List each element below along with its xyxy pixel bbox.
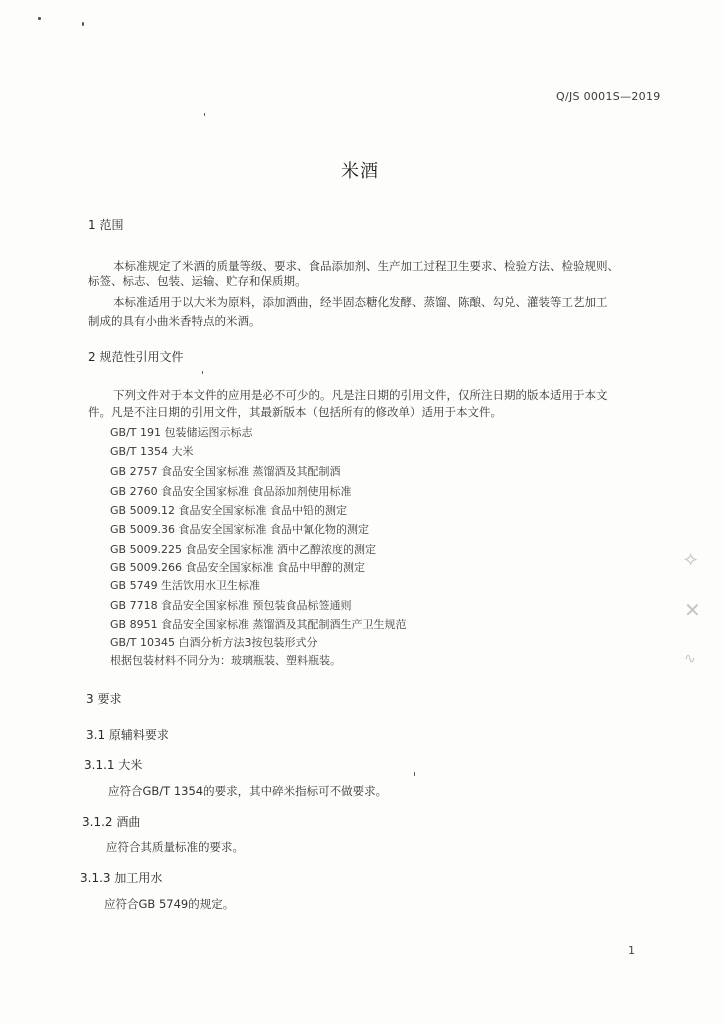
document-title: 米酒 (341, 161, 379, 182)
reference-item: GB/T 191 包装储运图示标志 (110, 426, 253, 439)
subsection-heading-raw-materials: 3.1 原辅料要求 (86, 728, 169, 742)
reference-item: GB 8951 食品安全国家标准 蒸馏酒及其配制酒生产卫生规范 (110, 618, 407, 631)
scope-line: 标签、标志、包装、运输、贮存和保质期。 (88, 274, 307, 288)
reference-item: GB 5009.225 食品安全国家标准 酒中乙醇浓度的测定 (110, 543, 377, 556)
reference-item: GB 2757 食品安全国家标准 蒸馏酒及其配制酒 (110, 465, 341, 478)
page-number: 1 (628, 944, 635, 957)
scan-speck (38, 17, 41, 20)
rice-requirement-text: 应符合GB/T 1354的要求，其中碎米指标可不做要求。 (108, 784, 388, 798)
reference-item: GB/T 10345 白酒分析方法3按包装形式分 (110, 636, 318, 649)
reference-item: GB 5009.12 食品安全国家标准 食品中铅的测定 (110, 504, 348, 517)
reference-item: GB 5749 生活饮用水卫生标准 (110, 579, 261, 592)
reference-item: GB 2760 食品安全国家标准 食品添加剂使用标准 (110, 485, 352, 498)
binding-mark: ⟡ (684, 546, 698, 570)
subsection-heading-process-water: 3.1.3 加工用水 (80, 871, 163, 885)
scope-line: 本标准适用于以大米为原料，添加酒曲，经半固态糖化发酵、蒸馏、陈酿、勾兑、灌装等工艺加工 (113, 295, 608, 309)
reference-item: GB/T 1354 大米 (110, 445, 194, 458)
koji-requirement-text: 应符合其质量标准的要求。 (106, 840, 244, 854)
section-heading-requirements: 3 要求 (86, 692, 122, 706)
water-requirement-text: 应符合GB 5749的规定。 (104, 897, 235, 911)
reference-item: GB 5009.36 食品安全国家标准 食品中氰化物的测定 (110, 523, 370, 536)
binding-mark: ∿ (684, 651, 696, 667)
section-heading-normative-references: 2 规范性引用文件 (88, 350, 184, 364)
subsection-heading-rice: 3.1.1 大米 (84, 758, 143, 772)
reference-item: GB 5009.266 食品安全国家标准 食品中甲醇的测定 (110, 561, 366, 574)
normative-intro-line: 件。凡是不注日期的引用文件，其最新版本（包括所有的修改单）适用于本文件。 (88, 405, 502, 419)
scan-speck (204, 113, 205, 116)
scope-line: 制成的具有小曲米香特点的米酒。 (88, 314, 261, 328)
scan-speck (82, 22, 84, 26)
scan-speck (414, 772, 415, 776)
section-heading-scope: 1 范围 (88, 218, 124, 232)
binding-mark: ✕ (684, 598, 701, 622)
scan-speck (202, 371, 203, 374)
document-code: Q/JS 0001S—2019 (556, 90, 661, 103)
reference-item: 根据包装材料不同分为：玻璃瓶装、塑料瓶装。 (110, 654, 341, 667)
scope-line: 本标准规定了米酒的质量等级、要求、食品添加剂、生产加工过程卫生要求、检验方法、检验规则、 (113, 259, 619, 273)
subsection-heading-koji: 3.1.2 酒曲 (82, 815, 141, 829)
normative-intro-line: 下列文件对于本文件的应用是必不可少的。凡是注日期的引用文件，仅所注日期的版本适用于本文 (113, 388, 608, 402)
reference-item: GB 7718 食品安全国家标准 预包装食品标签通则 (110, 599, 352, 612)
